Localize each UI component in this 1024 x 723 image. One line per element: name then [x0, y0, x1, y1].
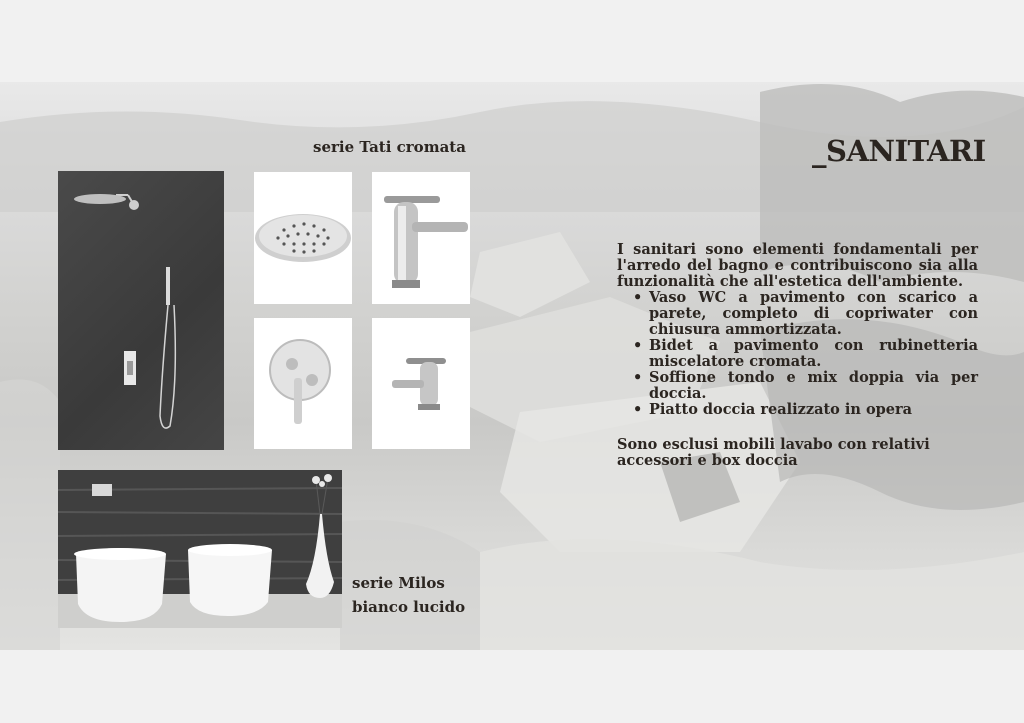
series-caption-bottom-line2: bianco lucido	[352, 598, 466, 616]
shower-diverter-photo	[254, 318, 352, 449]
intro-paragraph: I sanitari sono elementi fondamentali per l'arredo del bagno e contribuiscono sia alla funzionalità che all'estetica dell'ambiente.	[617, 241, 978, 290]
shower-set-photo	[58, 171, 224, 450]
list-item: • Bidet a pavimento con rubinetteria miscelatore cromata.	[633, 338, 978, 370]
page-title: _SANITARI	[812, 134, 986, 168]
description-block	[617, 242, 978, 469]
series-caption-bottom-line1: serie Milos	[352, 574, 445, 592]
exclusion-note: Sono esclusi mobili lavabo con relativi accessori e box doccia	[617, 436, 930, 469]
features-list	[633, 290, 978, 418]
wc-bidet-photo	[58, 470, 342, 628]
bottom-margin	[0, 650, 1024, 723]
list-item: • Vaso WC a pavimento con scarico a parete, completo di copriwater con chiusura ammortizzata.	[633, 290, 978, 338]
top-margin	[0, 0, 1024, 82]
series-caption-top: serie Tati cromata	[313, 138, 466, 156]
bidet-mixer-photo	[372, 318, 470, 449]
list-item: • Piatto doccia realizzato in opera	[633, 402, 978, 418]
slide	[0, 82, 1024, 650]
basin-mixer-photo	[372, 172, 470, 304]
series-caption-bottom	[352, 571, 465, 619]
round-shower-head-photo	[254, 172, 352, 304]
list-item: • Soffione tondo e mix doppia via per doccia.	[633, 370, 978, 402]
